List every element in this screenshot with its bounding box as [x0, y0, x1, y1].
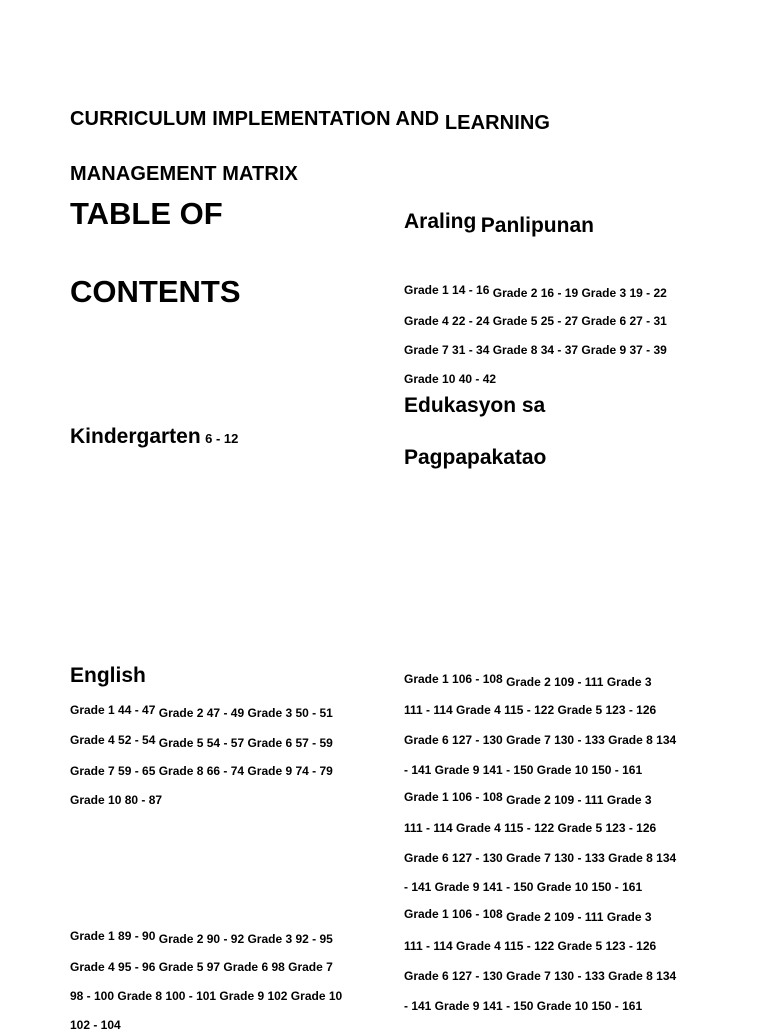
- araling-heading: [404, 210, 594, 237]
- araling-entry: Grade 1 14 - 16: [404, 283, 490, 297]
- right-block-entry: Grade 1 106 - 108: [404, 672, 503, 686]
- left-lower-line: 102 - 104: [70, 1018, 121, 1032]
- kindergarten-pages: 6 - 12: [205, 431, 239, 446]
- left-lower-line: 98 - 100 Grade 8 100 - 101 Grade 9 102 Grade 10: [70, 989, 343, 1003]
- edukasyon-heading-line2: Pagpapakatao: [404, 446, 547, 469]
- araling-entry: Grade 2 16 - 19 Grade 3 19 - 22: [492, 286, 667, 300]
- araling-line: Grade 10 40 - 42: [404, 372, 497, 386]
- english-entry: Grade 1 44 - 47: [70, 703, 156, 717]
- english-line: [70, 703, 333, 720]
- right-block-line: - 141 Grade 9 141 - 150 Grade 10 150 - 161: [404, 763, 643, 777]
- right-block-line: 111 - 114 Grade 4 115 - 122 Grade 5 123 - 126: [404, 703, 657, 717]
- english-entry: Grade 4 52 - 54: [70, 733, 156, 747]
- araling-line: Grade 4 22 - 24 Grade 5 25 - 27 Grade 6 27 - 31: [404, 314, 667, 328]
- english-line: Grade 10 80 - 87: [70, 793, 163, 807]
- right-block-line: [404, 907, 652, 924]
- english-line: Grade 7 59 - 65 Grade 8 66 - 74 Grade 9 74 - 79: [70, 764, 333, 778]
- english-line: [70, 733, 333, 750]
- left-lower-line: [70, 929, 333, 946]
- araling-line: Grade 7 31 - 34 Grade 8 34 - 37 Grade 9 37 - 39: [404, 343, 667, 357]
- right-block-entry: Grade 2 109 - 111 Grade 3: [506, 910, 652, 924]
- toc-heading-line2: CONTENTS: [70, 274, 241, 309]
- right-block-line: [404, 790, 652, 807]
- right-block-entry: Grade 2 109 - 111 Grade 3: [506, 675, 652, 689]
- left-lower-line: Grade 4 95 - 96 Grade 5 97 Grade 6 98 Grade 7: [70, 960, 333, 974]
- right-block-line: - 141 Grade 9 141 - 150 Grade 10 150 - 161: [404, 880, 643, 894]
- right-block-line: [404, 672, 652, 689]
- right-block-entry: Grade 2 109 - 111 Grade 3: [506, 793, 652, 807]
- araling-line: [404, 283, 667, 300]
- toc-heading-line1: TABLE OF: [70, 196, 223, 231]
- right-block-line: 111 - 114 Grade 4 115 - 122 Grade 5 123 - 126: [404, 939, 657, 953]
- araling-heading-b: Panlipunan: [480, 214, 594, 237]
- kindergarten-label: Kindergarten: [70, 425, 201, 448]
- right-block-entry: Grade 1 106 - 108: [404, 790, 503, 804]
- title-part-b: LEARNING: [444, 112, 551, 134]
- english-entry: Grade 5 54 - 57 Grade 6 57 - 59: [158, 736, 333, 750]
- left-lower-entry: Grade 2 90 - 92 Grade 3 92 - 95: [158, 932, 333, 946]
- right-block-line: 111 - 114 Grade 4 115 - 122 Grade 5 123 - 126: [404, 821, 657, 835]
- english-heading: English: [70, 664, 146, 687]
- title-part-a: CURRICULUM IMPLEMENTATION AND: [70, 108, 440, 130]
- right-block-line: Grade 6 127 - 130 Grade 7 130 - 133 Grade 8 134: [404, 969, 677, 983]
- document-title-line2: MANAGEMENT MATRIX: [70, 163, 298, 185]
- document-title-line1: [70, 108, 551, 134]
- right-block-line: Grade 6 127 - 130 Grade 7 130 - 133 Grade 8 134: [404, 733, 677, 747]
- edukasyon-heading-line1: Edukasyon sa: [404, 394, 546, 417]
- right-block-line: Grade 6 127 - 130 Grade 7 130 - 133 Grade 8 134: [404, 851, 677, 865]
- kindergarten-entry: [70, 425, 238, 449]
- right-block-entry: Grade 1 106 - 108: [404, 907, 503, 921]
- araling-heading-a: Araling: [404, 210, 477, 233]
- left-lower-entry: Grade 1 89 - 90: [70, 929, 156, 943]
- english-entry: Grade 2 47 - 49 Grade 3 50 - 51: [158, 706, 333, 720]
- right-block-line: - 141 Grade 9 141 - 150 Grade 10 150 - 161: [404, 999, 643, 1013]
